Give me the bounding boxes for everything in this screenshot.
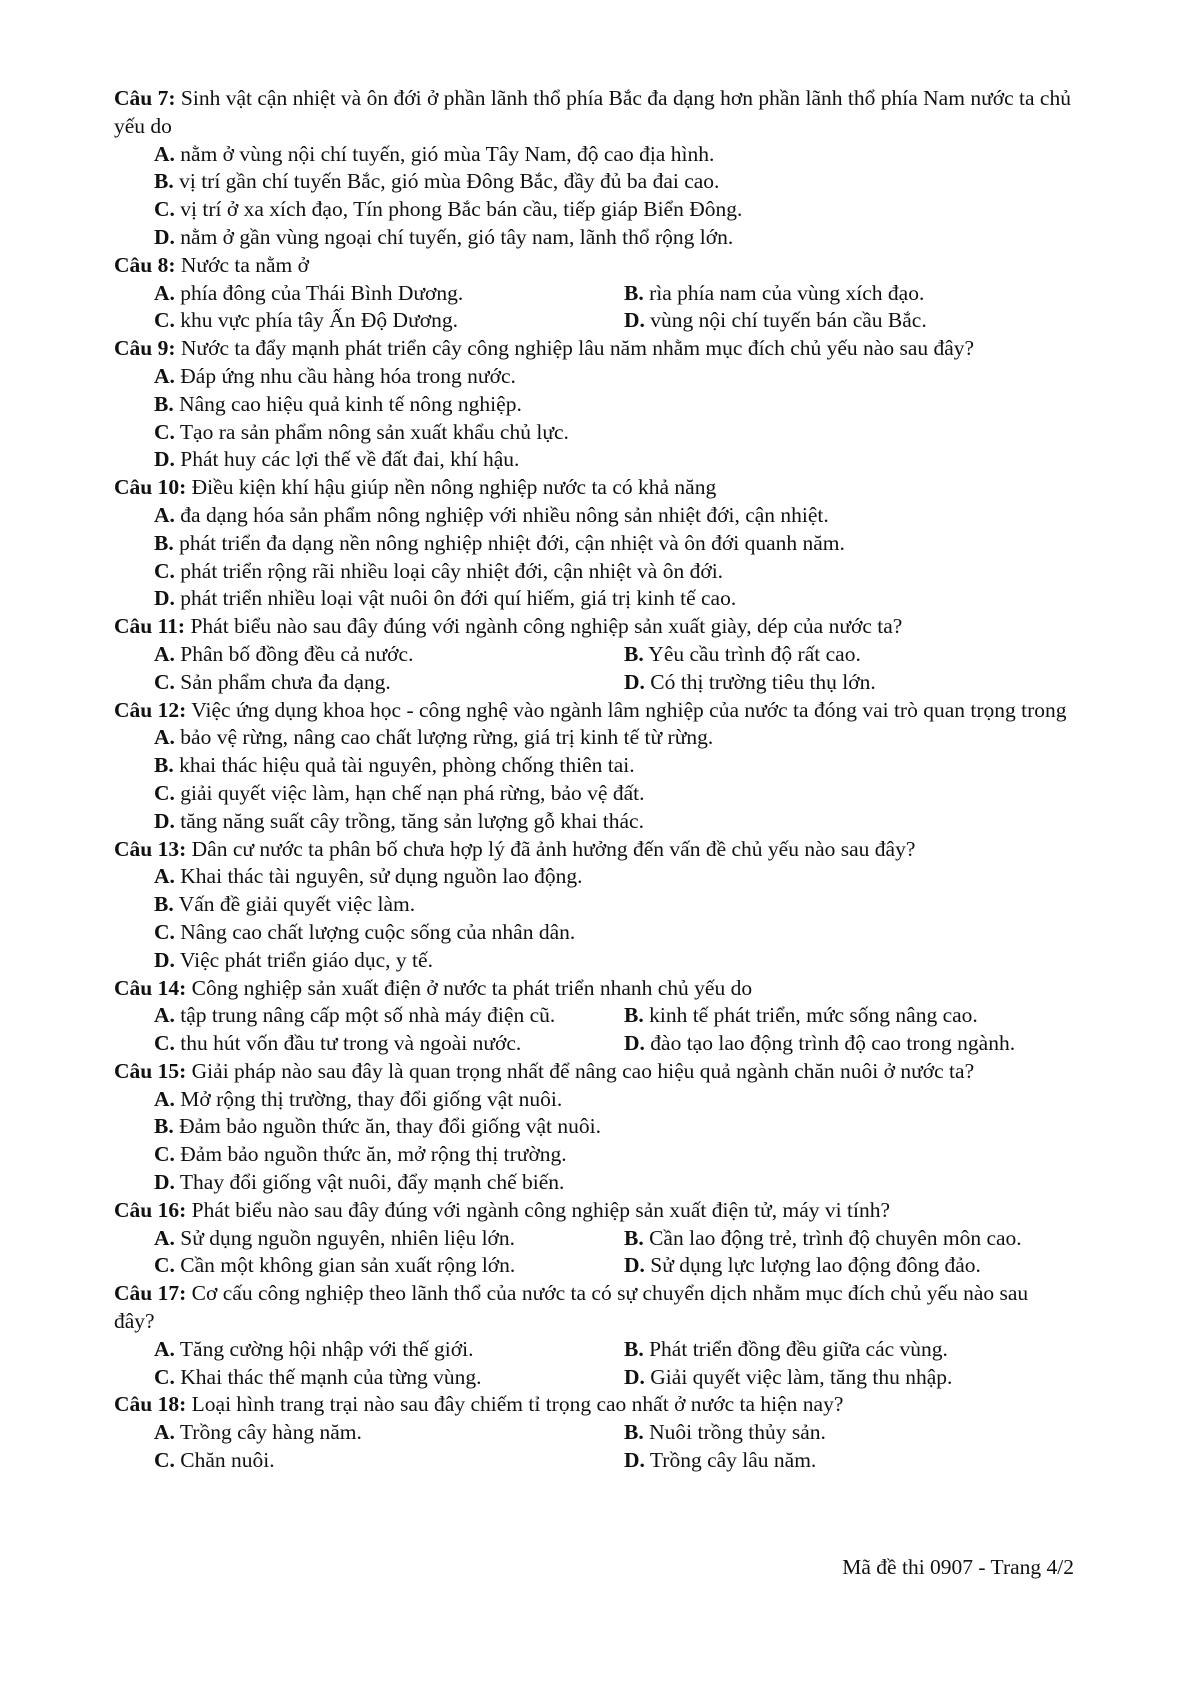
option-row: [154, 1030, 1074, 1058]
option-key: B.: [624, 641, 644, 666]
answer-option: [154, 168, 1074, 196]
question-stem: [114, 335, 1074, 363]
page-footer: Mã đề thi 0907 - Trang 4/2: [842, 1555, 1074, 1579]
option-key: A.: [154, 141, 175, 166]
option-row: [154, 669, 1074, 697]
question-text: Phát biểu nào sau đây đúng với ngành công nghiệp sản xuất giày, dép của nước ta?: [190, 614, 903, 639]
option-text: Tạo ra sản phẩm nông sản xuất khẩu chủ lực.: [179, 419, 569, 444]
answer-option: [154, 724, 1074, 752]
option-text: nằm ở vùng nội chí tuyến, gió mùa Tây Nam, độ cao địa hình.: [180, 141, 715, 166]
option-key: D.: [154, 224, 175, 249]
answer-option: [624, 307, 927, 335]
option-key: C.: [154, 1364, 175, 1389]
option-text: Chăn nuôi.: [180, 1448, 275, 1473]
option-text: Đảm bảo nguồn thức ăn, thay đổi giống vật nuôi.: [179, 1114, 601, 1139]
option-text: đào tạo lao động trình độ cao trong ngành.: [650, 1031, 1016, 1056]
answer-option: [154, 1447, 624, 1475]
option-key: B.: [154, 391, 174, 416]
answer-option: [154, 558, 1074, 586]
option-key: B.: [624, 1003, 644, 1028]
option-text: Tăng cường hội nhập với thế giới.: [179, 1336, 474, 1361]
question-list: [114, 85, 1074, 1475]
option-text: Giải quyết việc làm, tăng thu nhập.: [650, 1364, 953, 1389]
question-number: Câu 18:: [114, 1392, 187, 1417]
option-key: D.: [154, 586, 175, 611]
option-text: nằm ở gần vùng ngoại chí tuyến, gió tây nam, lãnh thổ rộng lớn.: [180, 224, 734, 249]
option-key: D.: [624, 669, 645, 694]
answer-option: [154, 307, 624, 335]
answer-option: [154, 891, 1074, 919]
answer-option: [154, 1225, 624, 1253]
option-text: đa dạng hóa sản phẩm nông nghiệp với nhiều nông sản nhiệt đới, cận nhiệt.: [180, 502, 829, 527]
option-row: [154, 1447, 1074, 1475]
answer-option: [154, 1336, 624, 1364]
answer-option: [624, 280, 924, 308]
answer-option: [154, 446, 1074, 474]
option-text: phát triển nhiều loại vật nuôi ôn đới quí hiếm, giá trị kinh tế cao.: [180, 586, 737, 611]
option-key: A.: [154, 502, 175, 527]
answer-option: [154, 752, 1074, 780]
answer-option: [154, 947, 1074, 975]
answer-option: [154, 808, 1074, 836]
option-text: Mở rộng thị trường, thay đổi giống vật nuôi.: [180, 1086, 563, 1111]
option-text: vị trí ở xa xích đạo, Tín phong Bắc bán cầu, tiếp giáp Biển Đông.: [180, 197, 743, 222]
option-row: [154, 1252, 1074, 1280]
option-key: A.: [154, 1003, 175, 1028]
option-key: C.: [154, 197, 175, 222]
question-number: Câu 14:: [114, 975, 187, 1000]
answer-option: [154, 1030, 624, 1058]
question-text: Việc ứng dụng khoa học - công nghệ vào ngành lâm nghiệp của nước ta đóng vai trò quan trọng trong: [191, 697, 1067, 722]
option-key: A.: [154, 1420, 175, 1445]
question-stem: [114, 252, 1074, 280]
option-key: B.: [624, 1336, 644, 1361]
option-key: B.: [624, 280, 644, 305]
option-key: C.: [154, 1253, 175, 1278]
answer-option: [154, 1169, 1074, 1197]
answer-option: [624, 1002, 978, 1030]
option-text: Vấn đề giải quyết việc làm.: [178, 892, 416, 917]
option-row: [154, 1419, 1074, 1447]
question-number: Câu 8:: [114, 252, 176, 277]
question-text: Phát biểu nào sau đây đúng với ngành công nghiệp sản xuất điện tử, máy vi tính?: [191, 1197, 891, 1222]
answer-option: [154, 1252, 624, 1280]
option-key: D.: [154, 808, 175, 833]
answer-option: [154, 919, 1074, 947]
answer-option: [154, 419, 1074, 447]
option-text: khu vực phía tây Ấn Độ Dương.: [180, 308, 458, 333]
option-key: A.: [154, 280, 175, 305]
answer-option: [624, 641, 861, 669]
option-key: A.: [154, 725, 175, 750]
option-key: D.: [624, 308, 645, 333]
question-number: Câu 10:: [114, 475, 187, 500]
answer-option: [154, 530, 1074, 558]
option-text: Nuôi trồng thủy sản.: [649, 1420, 826, 1445]
option-key: A.: [154, 641, 175, 666]
option-text: Sử dụng lực lượng lao động đông đảo.: [650, 1253, 981, 1278]
option-text: phát triển đa dạng nền nông nghiệp nhiệt đới, cận nhiệt và ôn đới quanh năm.: [179, 530, 845, 555]
answer-option: [154, 641, 624, 669]
option-key: D.: [624, 1253, 645, 1278]
answer-option: [624, 1447, 816, 1475]
option-key: C.: [154, 1142, 175, 1167]
question-stem: [114, 85, 1074, 141]
option-row: [154, 307, 1074, 335]
answer-option: [154, 391, 1074, 419]
option-text: tập trung nâng cấp một số nhà máy điện cũ.: [180, 1003, 556, 1028]
option-key: C.: [154, 919, 175, 944]
option-key: D.: [154, 1170, 175, 1195]
question-number: Câu 16:: [114, 1197, 187, 1222]
answer-option: [154, 863, 1074, 891]
option-key: C.: [154, 780, 175, 805]
question-number: Câu 11:: [114, 614, 186, 639]
option-text: Việc phát triển giáo dục, y tế.: [179, 947, 433, 972]
option-key: D.: [624, 1031, 645, 1056]
option-text: rìa phía nam của vùng xích đạo.: [649, 280, 925, 305]
option-key: D.: [624, 1364, 645, 1389]
answer-option: [154, 1364, 624, 1392]
question-text: Nước ta đẩy mạnh phát triển cây công nghiệp lâu năm nhằm mục đích chủ yếu nào sau đây?: [180, 336, 975, 361]
option-text: phát triển rộng rãi nhiều loại cây nhiệt đới, cận nhiệt và ôn đới.: [180, 558, 724, 583]
option-row: [154, 1225, 1074, 1253]
answer-option: [624, 1336, 948, 1364]
question-stem: [114, 1197, 1074, 1225]
option-key: B.: [154, 530, 174, 555]
answer-option: [154, 1002, 624, 1030]
option-text: thu hút vốn đầu tư trong và ngoài nước.: [180, 1031, 522, 1056]
option-key: C.: [154, 669, 175, 694]
option-key: C.: [154, 308, 175, 333]
question-text: Công nghiệp sản xuất điện ở nước ta phát triển nhanh chủ yếu do: [191, 975, 753, 1000]
question-stem: [114, 474, 1074, 502]
question-stem: [114, 1280, 1074, 1336]
option-text: Khai thác thế mạnh của từng vùng.: [180, 1364, 482, 1389]
option-row: [154, 1364, 1074, 1392]
question-text: Điều kiện khí hậu giúp nền nông nghiệp nước ta có khả năng: [191, 475, 717, 500]
question-number: Câu 12:: [114, 697, 187, 722]
question-text: Cơ cấu công nghiệp theo lãnh thổ của nước ta có sự chuyển dịch nhằm mục đích chủ yếu nào sau đây?: [114, 1281, 1029, 1334]
option-row: [154, 280, 1074, 308]
option-text: Cần lao động trẻ, trình độ chuyên môn cao.: [649, 1225, 1022, 1250]
option-text: Yêu cầu trình độ rất cao.: [648, 641, 861, 666]
question-stem: [114, 975, 1074, 1003]
option-key: D.: [154, 447, 175, 472]
option-row: [154, 641, 1074, 669]
option-text: Nâng cao chất lượng cuộc sống của nhân dân.: [180, 919, 576, 944]
option-text: Đáp ứng nhu cầu hàng hóa trong nước.: [180, 363, 516, 388]
option-key: B.: [154, 1114, 174, 1139]
option-key: B.: [624, 1420, 644, 1445]
answer-option: [154, 1113, 1074, 1141]
question-number: Câu 15:: [114, 1058, 187, 1083]
option-text: khai thác hiệu quả tài nguyên, phòng chống thiên tai.: [179, 753, 635, 778]
question-stem: [114, 836, 1074, 864]
option-text: vị trí gần chí tuyến Bắc, gió mùa Đông Bắc, đầy đủ ba đai cao.: [179, 169, 720, 194]
option-text: giải quyết việc làm, hạn chế nạn phá rừng, bảo vệ đất.: [180, 780, 645, 805]
answer-option: [154, 780, 1074, 808]
question-text: Giải pháp nào sau đây là quan trọng nhất để nâng cao hiệu quả ngành chăn nuôi ở nước ta?: [191, 1058, 975, 1083]
option-key: A.: [154, 1225, 175, 1250]
question-number: Câu 9:: [114, 336, 176, 361]
answer-option: [624, 1252, 981, 1280]
option-key: D.: [154, 947, 175, 972]
option-key: C.: [154, 1448, 175, 1473]
question-text: Sinh vật cận nhiệt và ôn đới ở phần lãnh thổ phía Bắc đa dạng hơn phần lãnh thổ phía Nam nước ta chủ yếu do: [114, 86, 1071, 138]
option-text: Sử dụng nguồn nguyên, nhiên liệu lớn.: [180, 1225, 516, 1250]
option-key: B.: [154, 892, 174, 917]
option-key: A.: [154, 363, 175, 388]
answer-option: [624, 1419, 826, 1447]
answer-option: [154, 502, 1074, 530]
option-text: Trồng cây hàng năm.: [179, 1420, 362, 1445]
option-row: [154, 1336, 1074, 1364]
answer-option: [154, 1086, 1074, 1114]
answer-option: [624, 1364, 952, 1392]
option-text: bảo vệ rừng, nâng cao chất lượng rừng, giá trị kinh tế từ rừng.: [180, 725, 714, 750]
question-stem: [114, 697, 1074, 725]
answer-option: [154, 1419, 624, 1447]
option-text: Cần một không gian sản xuất rộng lớn.: [180, 1253, 516, 1278]
option-text: Phân bố đồng đều cả nước.: [180, 641, 414, 666]
option-text: vùng nội chí tuyến bán cầu Bắc.: [650, 308, 927, 333]
question-number: Câu 13:: [114, 836, 187, 861]
option-text: Phát huy các lợi thế về đất đai, khí hậu.: [180, 447, 520, 472]
option-key: A.: [154, 1086, 175, 1111]
option-text: Nâng cao hiệu quả kinh tế nông nghiệp.: [179, 391, 522, 416]
answer-option: [624, 1030, 1015, 1058]
option-key: A.: [154, 1336, 175, 1361]
answer-option: [154, 224, 1074, 252]
question-number: Câu 7:: [114, 86, 176, 110]
option-key: C.: [154, 419, 175, 444]
answer-option: [624, 1225, 1022, 1253]
option-key: B.: [154, 753, 174, 778]
option-text: tăng năng suất cây trồng, tăng sản lượng gỗ khai thác.: [180, 808, 644, 833]
option-text: Trồng cây lâu năm.: [649, 1448, 817, 1473]
option-key: B.: [154, 169, 174, 194]
answer-option: [624, 669, 876, 697]
option-key: D.: [624, 1448, 645, 1473]
answer-option: [154, 280, 624, 308]
option-row: [154, 1002, 1074, 1030]
option-text: Phát triển đồng đều giữa các vùng.: [649, 1336, 948, 1361]
question-stem: [114, 1058, 1074, 1086]
option-text: phía đông của Thái Bình Dương.: [180, 280, 464, 305]
option-key: C.: [154, 558, 175, 583]
answer-option: [154, 363, 1074, 391]
answer-option: [154, 1141, 1074, 1169]
option-key: B.: [624, 1225, 644, 1250]
option-text: Có thị trường tiêu thụ lớn.: [650, 669, 876, 694]
answer-option: [154, 669, 624, 697]
question-number: Câu 17:: [114, 1281, 187, 1306]
option-text: Đảm bảo nguồn thức ăn, mở rộng thị trường.: [180, 1142, 567, 1167]
option-key: C.: [154, 1031, 175, 1056]
option-text: Khai thác tài nguyên, sử dụng nguồn lao động.: [180, 864, 583, 889]
answer-option: [154, 196, 1074, 224]
question-text: Loại hình trang trại nào sau đây chiếm tỉ trọng cao nhất ở nước ta hiện nay?: [191, 1392, 844, 1417]
option-text: kinh tế phát triển, mức sống nâng cao.: [649, 1003, 978, 1028]
question-stem: [114, 613, 1074, 641]
question-stem: [114, 1391, 1074, 1419]
answer-option: [154, 141, 1074, 169]
option-text: Thay đổi giống vật nuôi, đẩy mạnh chế biến.: [179, 1170, 565, 1195]
option-key: A.: [154, 864, 175, 889]
question-text: Dân cư nước ta phân bố chưa hợp lý đã ảnh hưởng đến vấn đề chủ yếu nào sau đây?: [191, 836, 916, 861]
option-text: Sản phẩm chưa đa dạng.: [180, 669, 391, 694]
question-text: Nước ta nằm ở: [180, 252, 310, 277]
answer-option: [154, 585, 1074, 613]
